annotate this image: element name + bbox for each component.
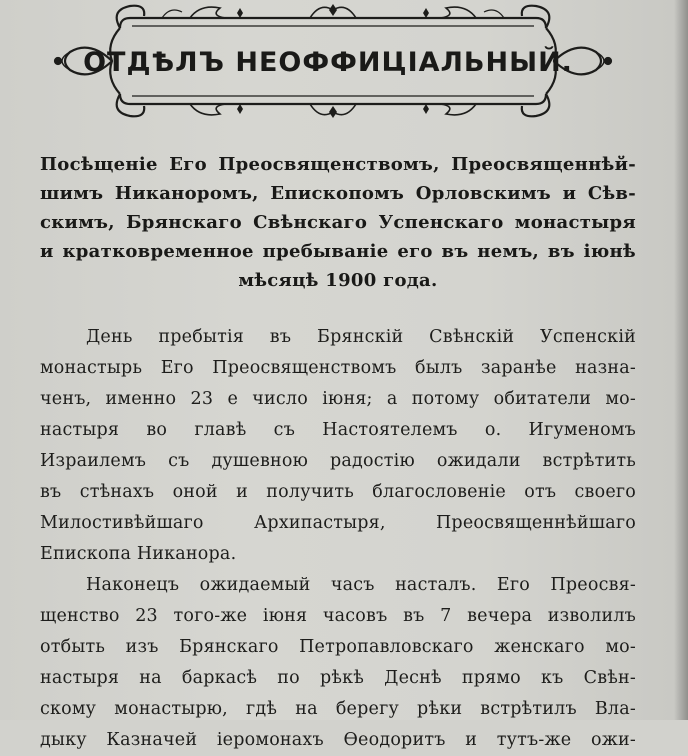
- body-line: въ стѣнахъ оной и получить благословеніе отъ своего: [40, 482, 636, 502]
- body-line: ченъ, именно 23 е число іюня; а потому обитатели мо-: [40, 389, 636, 409]
- heading-line: шимъ Никаноромъ, Епископомъ Орловскимъ и Сѣв-: [40, 183, 636, 204]
- body-line: монастырь Его Преосвященствомъ былъ заранѣе назна-: [40, 358, 636, 378]
- page-edge-shadow: [674, 0, 688, 720]
- body-line: скому монастырю, гдѣ на берегу рѣки встрѣтилъ Вла-: [40, 699, 636, 719]
- body-line: Епископа Никанора.: [40, 544, 237, 564]
- body-line: Наконецъ ожидаемый часъ насталъ. Его Преосвя-: [86, 575, 636, 595]
- body-line: настыря на баркасѣ по рѣкѣ Деснѣ прямо къ Свѣн-: [40, 668, 636, 688]
- body-line: настыря во главѣ съ Настоятелемъ о. Игуменомъ: [40, 420, 636, 440]
- heading-line: мѣсяцѣ 1900 года.: [238, 270, 438, 291]
- body-line: дыку Казначей іеромонахъ Ѳеодоритъ и тутъ-же ожи-: [40, 730, 636, 750]
- body-line: Израилемъ съ душевною радостію ожидали встрѣтить: [40, 451, 636, 471]
- section-title: ОТДѢЛЪ НЕОФФИЦІАЛЬНЫЙ.: [83, 46, 573, 78]
- heading-line: и кратковременное пребываніе его въ немъ, въ іюнѣ: [40, 241, 636, 262]
- article-body: [40, 322, 636, 756]
- heading-line: Посѣщеніе Его Преосвященствомъ, Преосвященнѣй-: [40, 154, 636, 175]
- heading-line: скимъ, Брянскаго Свѣнскаго Успенскаго монастыря: [40, 212, 636, 233]
- body-line: Милостивѣйшаго Архипастыря, Преосвященнѣйшаго: [40, 513, 636, 533]
- body-line: отбыть изъ Брянскаго Петропавловскаго женскаго мо-: [40, 637, 636, 657]
- body-line: щенство 23 того-же іюня часовъ въ 7 вечера изволилъ: [40, 606, 636, 626]
- article-heading: [40, 150, 636, 295]
- body-line: День пребытія въ Брянскій Свѣнскій Успенскій: [86, 327, 636, 347]
